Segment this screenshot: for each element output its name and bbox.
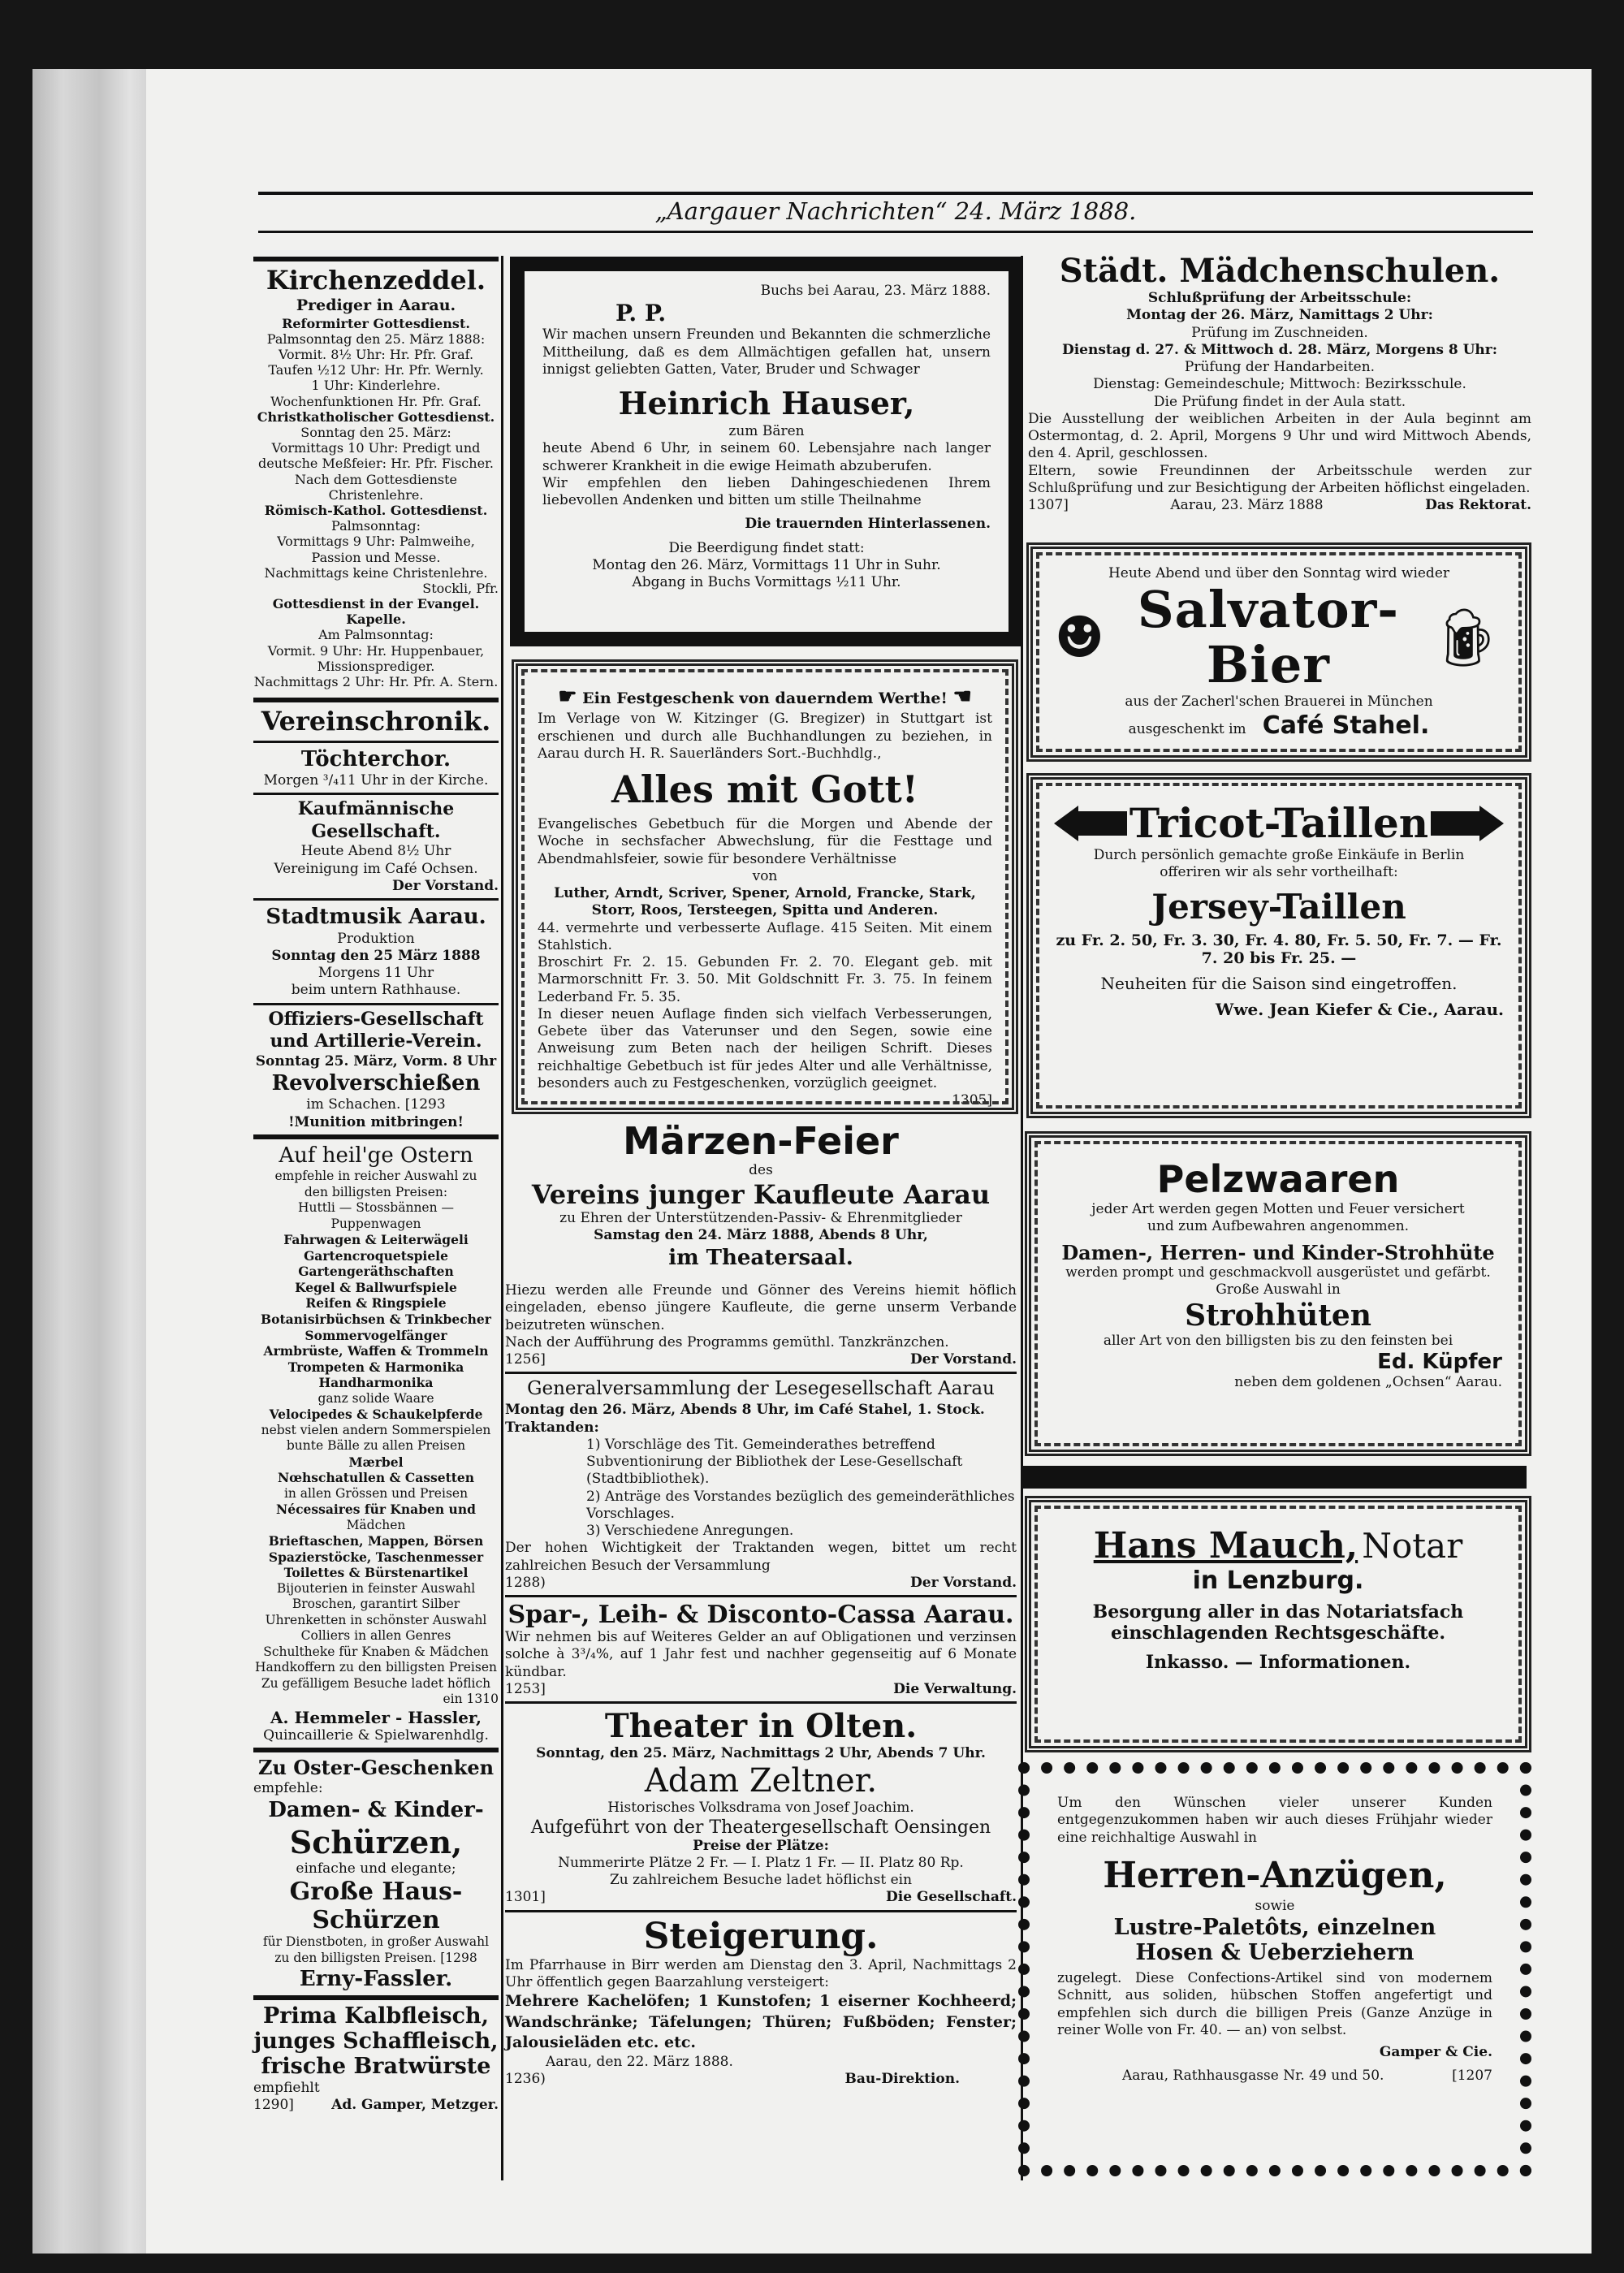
- herren-ref: [1207: [1452, 2068, 1492, 2085]
- rule: [505, 1910, 1017, 1912]
- theater-ref: 1301]: [505, 1889, 546, 1906]
- metzger-small: empfiehlt: [253, 2079, 320, 2096]
- tricot-ad: [1026, 773, 1531, 1118]
- rule: [253, 898, 499, 901]
- maerzen-date: Samstag den 24. März 1888, Abends 8 Uhr,: [594, 1227, 928, 1244]
- lese-title: Generalversammlung der Lesegesellschaft Aarau: [527, 1378, 995, 1400]
- ostern-lines: empfehle in reicher Auswahl zu den billigsten Preisen: Huttli — Stossbännen — Puppenwagen Fahrwagen & Leiterwägeli Gartencroquetspiele Gartengeräthschaften Kegel & Ballwurfspiele Reifen & Ringspiele Botanisirbüchsen & Trinkbecher Sommervogelfänger Armbrüste, Waffen & Trommeln Trompeten & Harmonika Handharmonika ganz solide Waare Velocipedes & Schaukelpferde nebst vielen andern Sommerspielen bunte Bälle zu allen Preisen Mærbel Nœhschatullen & Cassetten in allen Grössen und Preisen Nécessaires für Knaben und Mädchen Brieftaschen, Mappen, Börsen Spazierstöcke, Taschenmesser Toilettes & Bürstenartikel Bijouterien in feinster Auswahl Broschen, garantirt Silber Uhrenketten in schönster Auswahl Colliers in allen Genres Schultheke für Knaben & Mädchen Handkoffern zu den billigsten Preisen Zu gefälligem Besuche ladet höflich ein 1310: [255, 1169, 499, 1707]
- black-band: [1023, 1466, 1527, 1489]
- death-name: Heinrich Hauser,: [618, 385, 915, 421]
- tricot-signature: Wwe. Jean Kiefer & Cie., Aarau.: [1215, 999, 1504, 1019]
- theater-prices: Nummerirte Plätze 2 Fr. — I. Platz 1 Fr. — II. Platz 80 Rp.: [558, 1854, 964, 1871]
- festgeschenk-intro: Im Verlage von W. Kitzinger (G. Bregizer) in Stuttgart ist erschienen und durch alle Buchhandlungen zu beziehen, in Aarau durch H. R. Sauerländers Sort.-Buchhdlg.,: [538, 711, 992, 762]
- herren-signature: Gamper & Cie.: [1379, 2044, 1492, 2060]
- metzger-ref: 1290]: [253, 2096, 294, 2113]
- notar-title: Notar: [1362, 1526, 1463, 1566]
- tricot-new: Neuheiten für die Saison sind eingetroffen.: [1100, 973, 1458, 993]
- maedchen-lines: Montag der 26. März, Namittags 2 Uhr: Prüfung im Zuschneiden. Dienstag d. 27. & Mittwoch d. 28. März, Morgens 8 Uhr: Prüfung der Handarbeiten. Dienstag: Gemeindeschule; Mittwoch: Bezirksschule. Die Prüfung findet in der Aula statt.: [1061, 307, 1497, 410]
- ostern-signature-sub: Quincaillerie & Spielwarenhdlg.: [263, 1726, 489, 1744]
- steigerung-text: Im Pfarrhause in Birr werden am Dienstag den 3. April, Nachmittags 2 Uhr öffentlich gegen Baarzahlung versteigert:: [505, 1956, 1017, 1990]
- herren-addr: Aarau, Rathhausgasse Nr. 49 und 50.: [1122, 2068, 1384, 2085]
- pelz-title: Pelzwaaren: [1156, 1157, 1400, 1201]
- maerzen-zu: zu Ehren der Unterstützenden-Passiv- & Ehrenmitglieder: [559, 1210, 962, 1227]
- notar-place: in Lenzburg.: [1192, 1566, 1364, 1595]
- toechter-text: Morgen ³/₄11 Uhr in der Kirche.: [263, 772, 489, 789]
- theater-title: Theater in Olten.: [604, 1707, 918, 1746]
- pelz-l3: Damen-, Herren- und Kinder-Strohhüte: [1061, 1240, 1495, 1264]
- tricot-title: Tricot-Taillen: [1129, 799, 1429, 847]
- pelz-l1: jeder Art werden gegen Motten und Feuer versichert: [1091, 1201, 1465, 1217]
- lese-text: Der hohen Wichtigkeit der Traktanden wegen, bittet um recht zahlreichen Besuch der Versammlung: [505, 1540, 1017, 1574]
- lese-traktanden: Traktanden:: [505, 1419, 599, 1436]
- maedchen-l8: Eltern, sowie Freundinnen der Arbeitsschule werden zur Schlußprüfung und zur Besichtigung der Arbeiten höflichst eingeladen.: [1028, 462, 1531, 496]
- metzger-signature: Ad. Gamper, Metzger.: [331, 2096, 499, 2113]
- arrow-left-icon: [1054, 806, 1127, 841]
- maerzen-place: im Theatersaal.: [668, 1245, 853, 1270]
- festgeschenk-head: ☛ Ein Festgeschenk von dauerndem Werthe! ☚: [558, 685, 972, 709]
- schuerzen-title: Zu Oster-Geschenken: [257, 1756, 495, 1780]
- theater-perf: Aufgeführt von der Theatergesellschaft Oensingen: [530, 1817, 991, 1838]
- salvator-cafe: Café Stahel.: [1262, 711, 1430, 740]
- death-text3: Wir empfehlen den lieben Dahingeschiedenen Ihrem liebevollen Andenken und bitten um stille Theilnahme: [542, 474, 991, 508]
- lese-date: Montag den 26. März, Abends 8 Uhr, im Café Stahel, 1. Stock.: [505, 1402, 985, 1419]
- herren-text: zugelegt. Diese Confections-Artikel sind von modernem Schnitt, aus soliden, hübschen Stoffen angefertigt und empfehlen sich durch die billigen Preis (Ganze Anzüge in reiner Wolle von Fr. 40. — an) von selbst.: [1057, 1970, 1492, 2038]
- pointing-hand-left-icon: ☚: [952, 685, 972, 709]
- salvator-title: Salvator-Bier: [1137, 580, 1399, 695]
- spar-ref: 1253]: [505, 1680, 546, 1697]
- theater-footer: [505, 1889, 1017, 1906]
- death-burial: Die Beerdigung findet statt: Montag den 26. März, Vormittags 11 Uhr in Suhr. Abgang in Buchs Vormittags ½11 Uhr.: [592, 539, 941, 590]
- notar-ad: [1025, 1496, 1531, 1752]
- steigerung-items: Mehrere Kachelöfen; 1 Kunstofen; 1 eiserner Kochheerd; Wandschränke; Täfelungen; Thüren; Fußböden; Fenster; Jalousieläden etc. etc.: [505, 1992, 1017, 2052]
- tricot-l1: Durch persönlich gemachte große Einkäufe in Berlin: [1093, 847, 1465, 863]
- maerzen-title: Märzen-Feier: [623, 1119, 899, 1163]
- festgeschenk-ad: [512, 659, 1018, 1114]
- column-right: [1028, 252, 1531, 514]
- kauf-title: Kaufmännische Gesellschaft.: [297, 798, 455, 842]
- pointing-hand-right-icon: ☛: [558, 685, 577, 709]
- page-header: „Aargauer Nachrichten“ 24. März 1888.: [654, 197, 1137, 225]
- column-divider-1: [501, 256, 503, 2180]
- spar-title: Spar-, Leih- & Disconto-Cassa Aarau.: [508, 1601, 1014, 1630]
- notar-name: Hans Mauch,: [1093, 1525, 1358, 1566]
- maerzen-signature: Der Vorstand.: [910, 1351, 1017, 1368]
- theater-date: Sonntag, den 25. März, Nachmittags 2 Uhr, Abends 7 Uhr.: [536, 1745, 986, 1762]
- stadt-title: Stadtmusik Aarau.: [266, 905, 486, 930]
- pelz-l7: aller Art von den billigsten bis zu den feinsten bei: [1103, 1333, 1453, 1349]
- notar-l1: Besorgung aller in das Notariatsfach einschlagenden Rechtsgeschäfte.: [1092, 1601, 1464, 1644]
- notar-l2: Inkasso. — Informationen.: [1145, 1652, 1411, 1673]
- lese-footer: [505, 1575, 1017, 1592]
- steigerung-footer: [505, 2071, 1017, 2088]
- herren-l1: Lustre-Paletôts, einzelnen: [1113, 1915, 1436, 1940]
- maerzen-text: Hiezu werden alle Freunde und Gönner des Vereins hiemit höflich eingeladen, ebenso jüngere Kaufleute, die gerne unserm Verbande beizutreten wünschen.: [505, 1282, 1017, 1333]
- festgeschenk-von: von: [752, 867, 778, 884]
- salvator-top: Heute Abend und über den Sonntag wird wieder: [1108, 565, 1450, 581]
- pelz-l8: neben dem goldenen „Ochsen“ Aarau.: [1234, 1374, 1502, 1391]
- death-text2: heute Abend 6 Uhr, in seinem 60. Lebensjahre nach langer schwerer Krankheit in die ewige Heimath abzuberufen.: [542, 440, 991, 474]
- maerzen-verein: Vereins junger Kaufleute Aarau: [531, 1178, 991, 1210]
- festgeschenk-edition: 44. vermehrte und verbesserte Auflage. 415 Seiten. Mit einem Stahlstich.: [538, 919, 992, 953]
- tricot-prices: zu Fr. 2. 50, Fr. 3. 30, Fr. 4. 80, Fr. 5. 50, Fr. 7. — Fr. 7. 20 bis Fr. 25. —: [1056, 931, 1502, 967]
- salvator-l2: ausgeschenkt im: [1128, 720, 1246, 737]
- maedchen-footer: [1028, 497, 1531, 514]
- pelz-l2: und zum Aufbewahren angenommen.: [1147, 1218, 1410, 1235]
- death-place: Buchs bei Aarau, 23. März 1888.: [760, 283, 991, 299]
- spar-footer: [505, 1681, 1017, 1698]
- maerzen-footer: [505, 1351, 1017, 1368]
- death-pp: P. P.: [615, 300, 667, 327]
- theater-signature: Die Gesellschaft.: [886, 1889, 1017, 1906]
- theater-genre: Historisches Volksdrama von Josef Joachim.: [607, 1800, 914, 1817]
- salvator-l1: aus der Zacherl'schen Brauerei in München: [1125, 693, 1433, 710]
- schuerzen-lines: empfehle: Damen- & Kinder- Schürzen, einfache und elegante; Große Haus- Schürzen für Dienstboten, in großer Auswahl zu den billigsten Preisen. [1298: [253, 1780, 490, 1965]
- rule: [253, 1003, 499, 1005]
- spar-text: Wir nehmen bis auf Weiteres Gelder an auf Obligationen und verzinsen solche à 3³/₄%, auf 1 Jahr fest und nachher gegenseitig auf 6 Monate kündbar.: [505, 1629, 1017, 1680]
- verein-title: Vereinschronik.: [261, 706, 491, 737]
- offiz-title: Offiziers-Gesellschaft und Artillerie-Verein.: [268, 1008, 484, 1052]
- festgeschenk-prices: Broschirt Fr. 2. 15. Gebunden Fr. 2. 70. Elegant geb. mit Marmorschnitt Fr. 3. 50. Mit Goldschnitt Fr. 3. 75. In feinem Lederband Fr. 5. 35.: [538, 954, 992, 1005]
- theater-prices-head: Preise der Plätze:: [693, 1837, 829, 1854]
- rule: [253, 741, 499, 743]
- rule: [253, 1995, 499, 2000]
- lese-items: 1) Vorschläge des Tit. Gemeinderathes betreffend Subventionirung der Bibliothek der Lese-Gesellschaft (Stadtbibliothek). 2) Anträge des Vorstandes bezüglich des gemeinderäthliches Vorschlages. 3) Verschiedene Anregungen.: [586, 1436, 1015, 1540]
- maedchen-ref: 1307]: [1028, 497, 1069, 513]
- herren-l2: Hosen & Ueberziehern: [1135, 1940, 1415, 1965]
- rule: [253, 698, 499, 702]
- steigerung-ref: 1236): [505, 2071, 546, 2088]
- kirchen-lines: Reformirter Gottesdienst. Palmsonntag den 25. März 1888: Vormit. 8½ Uhr: Hr. Pfr. Graf. Taufen ½12 Uhr: Hr. Pfr. Wernly. 1 Uhr: Kinderlehre. Wochenfunktionen Hr. Pfr. Graf. Christkatholischer Gottesdienst. Sonntag den 25. März: Vormittags 10 Uhr: Predigt und deutsche Meßfeier: Hr. Pfr. Fischer. Nach dem Gottesdienste Christenlehre. Römisch-Kathol. Gottesdienst. Palmsonntag: Vormittags 9 Uhr: Palmweihe, Passion und Messe. Nachmittags keine Christenlehre. Stockli, Pfr. Gottesdienst in der Evangel. Kapelle. Am Palmsonntag: Vormit. 9 Uhr: Hr. Huppenbauer, Missionsprediger. Nachmittags 2 Uhr: Hr. Pfr. A. Stern.: [253, 315, 499, 690]
- rule: [253, 1748, 499, 1752]
- header-rule-bottom: [258, 231, 1533, 233]
- monks-illustration: ☻: [1054, 604, 1105, 672]
- maerzen-nach: Nach der Aufführung des Programms gemüthl. Tanzkränzchen.: [505, 1333, 949, 1350]
- maerzen-des: des: [749, 1161, 773, 1178]
- column-middle: [505, 1121, 1017, 2089]
- offiz-lines: Sonntag 25. März, Vorm. 8 Uhr Revolverschießen im Schachen. [1293 !Munition mitbringen!: [255, 1052, 497, 1130]
- metzger-footer: [253, 2097, 499, 2114]
- tricot-l2: offeriren wir als sehr vortheilhaft:: [1160, 864, 1398, 881]
- herren-footer: [1057, 2068, 1492, 2085]
- death-zum: zum Bären: [728, 423, 805, 439]
- maedchen-date: Aarau, 23. März 1888: [1170, 497, 1324, 513]
- theater-play: Adam Zeltner.: [644, 1762, 878, 1800]
- rule: [253, 257, 499, 261]
- maerzen-ref: 1256]: [505, 1351, 546, 1368]
- maedchen-sub: Schlußprüfung der Arbeitsschule:: [1147, 290, 1412, 306]
- kirchen-title: Kirchenzeddel.: [266, 265, 486, 296]
- toechter-title: Töchterchor.: [300, 746, 451, 771]
- festgeschenk-extra: In dieser neuen Auflage finden sich vielfach Verbesserungen, Gebete über das Vaterunser und den Segen, sowie eine Anweisung zum Beten nach der heiligen Schrift. Dieses reichhaltige Gebetbuch ist für jedes Alter und alle Verhältnisse, besonders auch zu Festgeschenken, vorzüglich geeignet.: [538, 1005, 992, 1091]
- lese-signature: Der Vorstand.: [910, 1574, 1017, 1591]
- rule: [253, 793, 499, 795]
- beer-mug-icon: 🍺︎: [1432, 604, 1504, 672]
- death-signature: Die trauernden Hinterlassenen.: [745, 516, 991, 533]
- steigerung-signature: Bau-Direktion.: [844, 2071, 960, 2088]
- rule: [505, 1372, 1017, 1374]
- tricot-jersey: Jersey-Taillen: [1151, 886, 1406, 927]
- maedchen-signature: Das Rektorat.: [1425, 497, 1531, 513]
- pelz-ad: [1025, 1131, 1531, 1456]
- spar-signature: Die Verwaltung.: [893, 1680, 1017, 1697]
- death-text1: Wir machen unsern Freunden und Bekannten die schmerzliche Mittheilung, daß es dem Allmächtigen gefallen hat, unsern innigst geliebten Gatten, Vater, Bruder und Schwager: [542, 326, 991, 378]
- herren-ad: [1018, 1762, 1531, 2176]
- herren-intro: Um den Wünschen vieler unserer Kunden entgegenzukommen haben wir auch dieses Frühjahr wieder eine reichhaltige Auswahl in: [1057, 1795, 1492, 1846]
- salvator-ad: [1026, 542, 1531, 762]
- herren-title: Herren-Anzügen,: [1103, 1854, 1447, 1896]
- maedchen-title: Städt. Mädchenschulen.: [1059, 252, 1501, 290]
- theater-invite: Zu zahlreichem Besuche ladet höflichst ein: [609, 1872, 913, 1889]
- pelz-l6: Strohhüten: [1185, 1299, 1371, 1333]
- notar-heading: [1060, 1525, 1496, 1566]
- rule: [253, 1134, 499, 1139]
- pelz-l5: Große Auswahl in: [1216, 1281, 1341, 1298]
- festgeschenk-desc: Evangelisches Gebetbuch für die Morgen und Abende der Woche in sechsfacher Abwechslung, für die Festtage und Abendmahlsfeier, sowie für besondere Verhältnisse: [538, 816, 992, 867]
- arrow-right-icon: [1431, 806, 1504, 841]
- festgeschenk-ref: 1305]: [952, 1092, 992, 1109]
- death-notice: [510, 257, 1023, 646]
- rule: [505, 1701, 1017, 1704]
- kirchen-subtitle: Prediger in Aarau.: [296, 296, 456, 315]
- tricot-heading: [1054, 799, 1504, 847]
- ostern-signature: A. Hemmeler - Hassler,: [270, 1707, 482, 1727]
- ostern-title: Auf heil'ge Ostern: [279, 1143, 473, 1168]
- herren-sowie: sowie: [1255, 1897, 1295, 1914]
- column-left: [253, 253, 499, 2114]
- salvator-bottom: [1054, 711, 1504, 741]
- steigerung-title: Steigerung.: [643, 1915, 879, 1957]
- kauf-lines: Heute Abend 8½ Uhr Vereinigung im Café Ochsen. Der Vorstand.: [274, 843, 499, 894]
- lese-ref: 1288): [505, 1574, 546, 1591]
- metzger-lines: Prima Kalbfleisch, junges Schaffleisch, frische Bratwürste: [253, 2003, 499, 2080]
- book-edge: [32, 69, 154, 2254]
- festgeschenk-title: Alles mit Gott!: [611, 767, 918, 812]
- pelz-signature: Ed. Küpfer: [1377, 1350, 1502, 1375]
- stadt-lines: Produktion Sonntag den 25 März 1888 Morgens 11 Uhr beim untern Rathhause.: [271, 930, 481, 999]
- festgeschenk-authors: Luther, Arndt, Scriver, Spener, Arnold, Francke, Stark, Storr, Roos, Tersteegen, Spitta und Anderen.: [554, 885, 976, 919]
- steigerung-date: Aarau, den 22. März 1888.: [546, 2054, 733, 2071]
- pelz-l4: werden prompt und geschmackvoll ausgerüstet und gefärbt.: [1065, 1264, 1491, 1281]
- schuerzen-signature: Erny-Fassler.: [299, 1966, 453, 1991]
- rule: [505, 1595, 1017, 1597]
- maedchen-l7: Die Ausstellung der weiblichen Arbeiten in der Aula beginnt am Ostermontag, d. 2. April, Morgens 9 Uhr und wird Mittwoch Abends, den 4. April, geschlossen.: [1028, 410, 1531, 462]
